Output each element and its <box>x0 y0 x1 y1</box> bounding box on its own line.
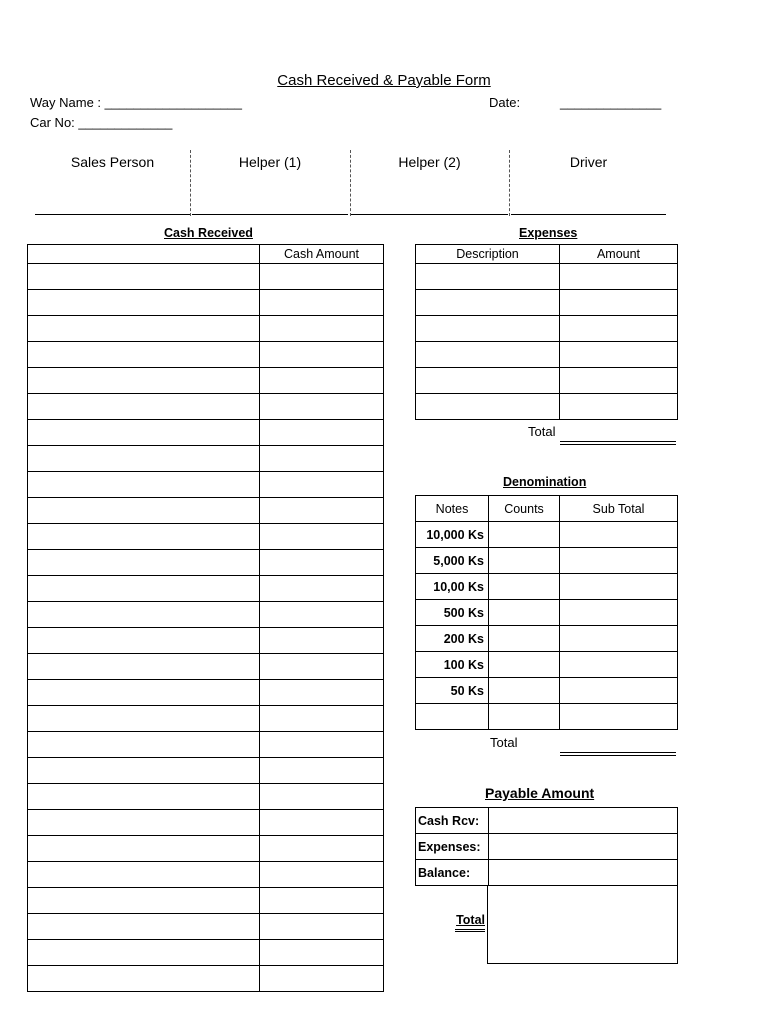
cash-description-cell[interactable] <box>28 446 260 472</box>
denomination-count-cell[interactable] <box>489 522 560 548</box>
cash-description-cell[interactable] <box>28 914 260 940</box>
cash-amount-cell[interactable] <box>260 576 384 602</box>
signature-divider <box>350 150 351 216</box>
cash-amount-cell[interactable] <box>260 914 384 940</box>
cash-amount-cell[interactable] <box>260 368 384 394</box>
cash-description-cell[interactable] <box>28 784 260 810</box>
cash-amount-cell[interactable] <box>260 446 384 472</box>
denomination-note-cell: 10,00 Ks <box>416 574 489 600</box>
table-row <box>416 678 678 704</box>
table-row <box>28 550 384 576</box>
table-row <box>28 862 384 888</box>
payable-value-cell[interactable] <box>489 860 678 886</box>
table-row <box>416 522 678 548</box>
expense-amount-cell[interactable] <box>560 342 678 368</box>
table-row <box>28 966 384 992</box>
table-row <box>28 732 384 758</box>
table-row <box>416 808 678 834</box>
cash-amount-cell[interactable] <box>260 602 384 628</box>
denomination-note-cell <box>416 704 489 730</box>
table-row <box>28 628 384 654</box>
denomination-note-cell: 50 Ks <box>416 678 489 704</box>
payable-total-area <box>415 885 489 963</box>
cash-description-cell[interactable] <box>28 524 260 550</box>
cash-amount-cell[interactable] <box>260 654 384 680</box>
cash-description-cell[interactable] <box>28 836 260 862</box>
cash-amount-cell[interactable] <box>260 836 384 862</box>
table-row <box>416 574 678 600</box>
cash-description-cell[interactable] <box>28 394 260 420</box>
table-row <box>28 368 384 394</box>
cash-amount-cell[interactable] <box>260 394 384 420</box>
cash-received-col-blank <box>28 245 260 264</box>
cash-amount-cell[interactable] <box>260 862 384 888</box>
table-row <box>28 446 384 472</box>
payable-label-cell: Cash Rcv: <box>416 808 489 834</box>
table-row <box>28 654 384 680</box>
signature-line-driver[interactable] <box>511 214 666 215</box>
cash-amount-cell[interactable] <box>260 680 384 706</box>
table-row <box>28 836 384 862</box>
cash-amount-cell[interactable] <box>260 732 384 758</box>
cash-amount-cell[interactable] <box>260 290 384 316</box>
cash-description-cell[interactable] <box>28 628 260 654</box>
signature-divider <box>509 150 510 216</box>
cash-description-cell[interactable] <box>28 290 260 316</box>
form-title: Cash Received & Payable Form <box>277 72 491 89</box>
signature-line-helper-2[interactable] <box>351 214 508 215</box>
table-row <box>28 472 384 498</box>
expense-amount-cell[interactable] <box>560 394 678 420</box>
payable-label-cell: Expenses: <box>416 834 489 860</box>
table-row <box>416 626 678 652</box>
cash-description-cell[interactable] <box>28 940 260 966</box>
cash-amount-cell[interactable] <box>260 810 384 836</box>
table-row <box>28 420 384 446</box>
denomination-subtotal-cell[interactable] <box>560 548 678 574</box>
denomination-header-row <box>416 496 678 522</box>
cash-description-cell[interactable] <box>28 498 260 524</box>
cash-description-cell[interactable] <box>28 602 260 628</box>
table-row <box>28 810 384 836</box>
payable-total-field[interactable] <box>487 885 678 964</box>
cash-amount-cell[interactable] <box>260 758 384 784</box>
cash-description-cell[interactable] <box>28 550 260 576</box>
denomination-note-cell: 100 Ks <box>416 652 489 678</box>
expenses-table <box>415 244 678 420</box>
amount-header: Amount <box>560 245 678 264</box>
denomination-subtotal-cell[interactable] <box>560 574 678 600</box>
cash-amount-cell[interactable] <box>260 940 384 966</box>
payable-table <box>415 807 678 886</box>
cash-description-cell[interactable] <box>28 368 260 394</box>
denomination-subtotal-cell[interactable] <box>560 652 678 678</box>
date-field[interactable]: ______________ <box>560 95 662 110</box>
table-row <box>28 342 384 368</box>
cash-received-header-row <box>28 245 384 264</box>
cash-amount-cell[interactable] <box>260 706 384 732</box>
denomination-count-cell[interactable] <box>489 600 560 626</box>
table-row <box>416 394 678 420</box>
table-row <box>416 264 678 290</box>
denomination-count-cell[interactable] <box>489 704 560 730</box>
signature-label-driver: Driver <box>569 154 608 170</box>
payable-total-underline <box>455 929 485 932</box>
table-row <box>28 602 384 628</box>
date-label: Date: <box>489 95 521 110</box>
table-row <box>416 290 678 316</box>
cash-amount-cell[interactable] <box>260 550 384 576</box>
payable-total-label: Total <box>456 913 485 927</box>
table-row <box>28 680 384 706</box>
denomination-note-cell: 10,000 Ks <box>416 522 489 548</box>
car-no-field[interactable]: Car No: _____________ <box>30 115 173 130</box>
counts-header: Counts <box>489 496 560 522</box>
cash-description-cell[interactable] <box>28 576 260 602</box>
denomination-count-cell[interactable] <box>489 678 560 704</box>
cash-description-cell[interactable] <box>28 316 260 342</box>
denomination-subtotal-cell[interactable] <box>560 678 678 704</box>
expenses-total-label: Total <box>528 424 556 439</box>
table-row <box>416 834 678 860</box>
denomination-table <box>415 495 678 730</box>
expense-description-cell[interactable] <box>416 368 560 394</box>
signature-divider <box>190 150 191 216</box>
cash-description-cell[interactable] <box>28 472 260 498</box>
cash-description-cell[interactable] <box>28 966 260 992</box>
payable-value-cell[interactable] <box>489 808 678 834</box>
table-row <box>28 784 384 810</box>
cash-amount-cell[interactable] <box>260 524 384 550</box>
table-row <box>416 548 678 574</box>
denomination-heading: Denomination <box>503 475 587 489</box>
denomination-subtotal-cell[interactable] <box>560 522 678 548</box>
table-row <box>416 600 678 626</box>
table-row <box>416 704 678 730</box>
denomination-count-cell[interactable] <box>489 626 560 652</box>
cash-description-cell[interactable] <box>28 264 260 290</box>
cash-amount-cell[interactable] <box>260 784 384 810</box>
table-row <box>28 498 384 524</box>
cash-amount-cell[interactable] <box>260 966 384 992</box>
table-row <box>416 860 678 886</box>
payable-value-cell[interactable] <box>489 834 678 860</box>
cash-amount-cell[interactable] <box>260 498 384 524</box>
cash-description-cell[interactable] <box>28 680 260 706</box>
expense-description-cell[interactable] <box>416 342 560 368</box>
cash-received-table <box>27 244 384 992</box>
denomination-count-cell[interactable] <box>489 548 560 574</box>
cash-description-cell[interactable] <box>28 758 260 784</box>
table-row <box>28 888 384 914</box>
table-row <box>416 652 678 678</box>
denomination-note-cell: 5,000 Ks <box>416 548 489 574</box>
signature-label-helper-1: Helper (1) <box>238 154 302 170</box>
expense-description-cell[interactable] <box>416 394 560 420</box>
payable-heading: Payable Amount <box>485 785 595 801</box>
description-header: Description <box>416 245 560 264</box>
subtotal-header: Sub Total <box>560 496 678 522</box>
cash-description-cell[interactable] <box>28 342 260 368</box>
cash-amount-header: Cash Amount <box>260 245 384 264</box>
cash-amount-cell[interactable] <box>260 628 384 654</box>
denomination-subtotal-cell[interactable] <box>560 704 678 730</box>
denomination-subtotal-cell[interactable] <box>560 600 678 626</box>
table-row <box>416 368 678 394</box>
table-row <box>28 576 384 602</box>
cash-amount-cell[interactable] <box>260 420 384 446</box>
table-row <box>28 524 384 550</box>
signature-label-sales-person: Sales Person <box>70 154 155 170</box>
table-row <box>28 758 384 784</box>
cash-amount-cell[interactable] <box>260 888 384 914</box>
table-row <box>28 914 384 940</box>
table-row <box>416 342 678 368</box>
cash-amount-cell[interactable] <box>260 264 384 290</box>
cash-amount-cell[interactable] <box>260 316 384 342</box>
signature-line-sales-person[interactable] <box>35 214 190 215</box>
cash-description-cell[interactable] <box>28 862 260 888</box>
cash-description-cell[interactable] <box>28 732 260 758</box>
expense-amount-cell[interactable] <box>560 290 678 316</box>
denomination-subtotal-cell[interactable] <box>560 626 678 652</box>
way-name-field[interactable]: Way Name : ___________________ <box>30 95 243 110</box>
expense-amount-cell[interactable] <box>560 316 678 342</box>
table-row <box>28 316 384 342</box>
cash-description-cell[interactable] <box>28 810 260 836</box>
expense-amount-cell[interactable] <box>560 264 678 290</box>
expenses-header-row <box>416 245 678 264</box>
denomination-note-cell: 200 Ks <box>416 626 489 652</box>
cash-amount-cell[interactable] <box>260 342 384 368</box>
expense-description-cell[interactable] <box>416 264 560 290</box>
table-row <box>28 940 384 966</box>
cash-description-cell[interactable] <box>28 420 260 446</box>
cash-amount-cell[interactable] <box>260 472 384 498</box>
expense-description-cell[interactable] <box>416 316 560 342</box>
notes-header: Notes <box>416 496 489 522</box>
expenses-total-line <box>560 441 676 445</box>
denomination-total-label: Total <box>490 735 518 750</box>
expense-amount-cell[interactable] <box>560 368 678 394</box>
denomination-note-cell: 500 Ks <box>416 600 489 626</box>
table-row <box>28 706 384 732</box>
denomination-total-line <box>560 752 676 756</box>
signature-line-helper-1[interactable] <box>192 214 348 215</box>
table-row <box>416 316 678 342</box>
expense-description-cell[interactable] <box>416 290 560 316</box>
cash-description-cell[interactable] <box>28 706 260 732</box>
table-row <box>28 264 384 290</box>
cash-description-cell[interactable] <box>28 654 260 680</box>
cash-received-heading: Cash Received <box>164 226 253 240</box>
expenses-heading: Expenses <box>519 226 578 240</box>
payable-label-cell: Balance: <box>416 860 489 886</box>
table-row <box>28 290 384 316</box>
signature-label-helper-2: Helper (2) <box>398 154 461 170</box>
cash-description-cell[interactable] <box>28 888 260 914</box>
table-row <box>28 394 384 420</box>
denomination-count-cell[interactable] <box>489 652 560 678</box>
denomination-count-cell[interactable] <box>489 574 560 600</box>
